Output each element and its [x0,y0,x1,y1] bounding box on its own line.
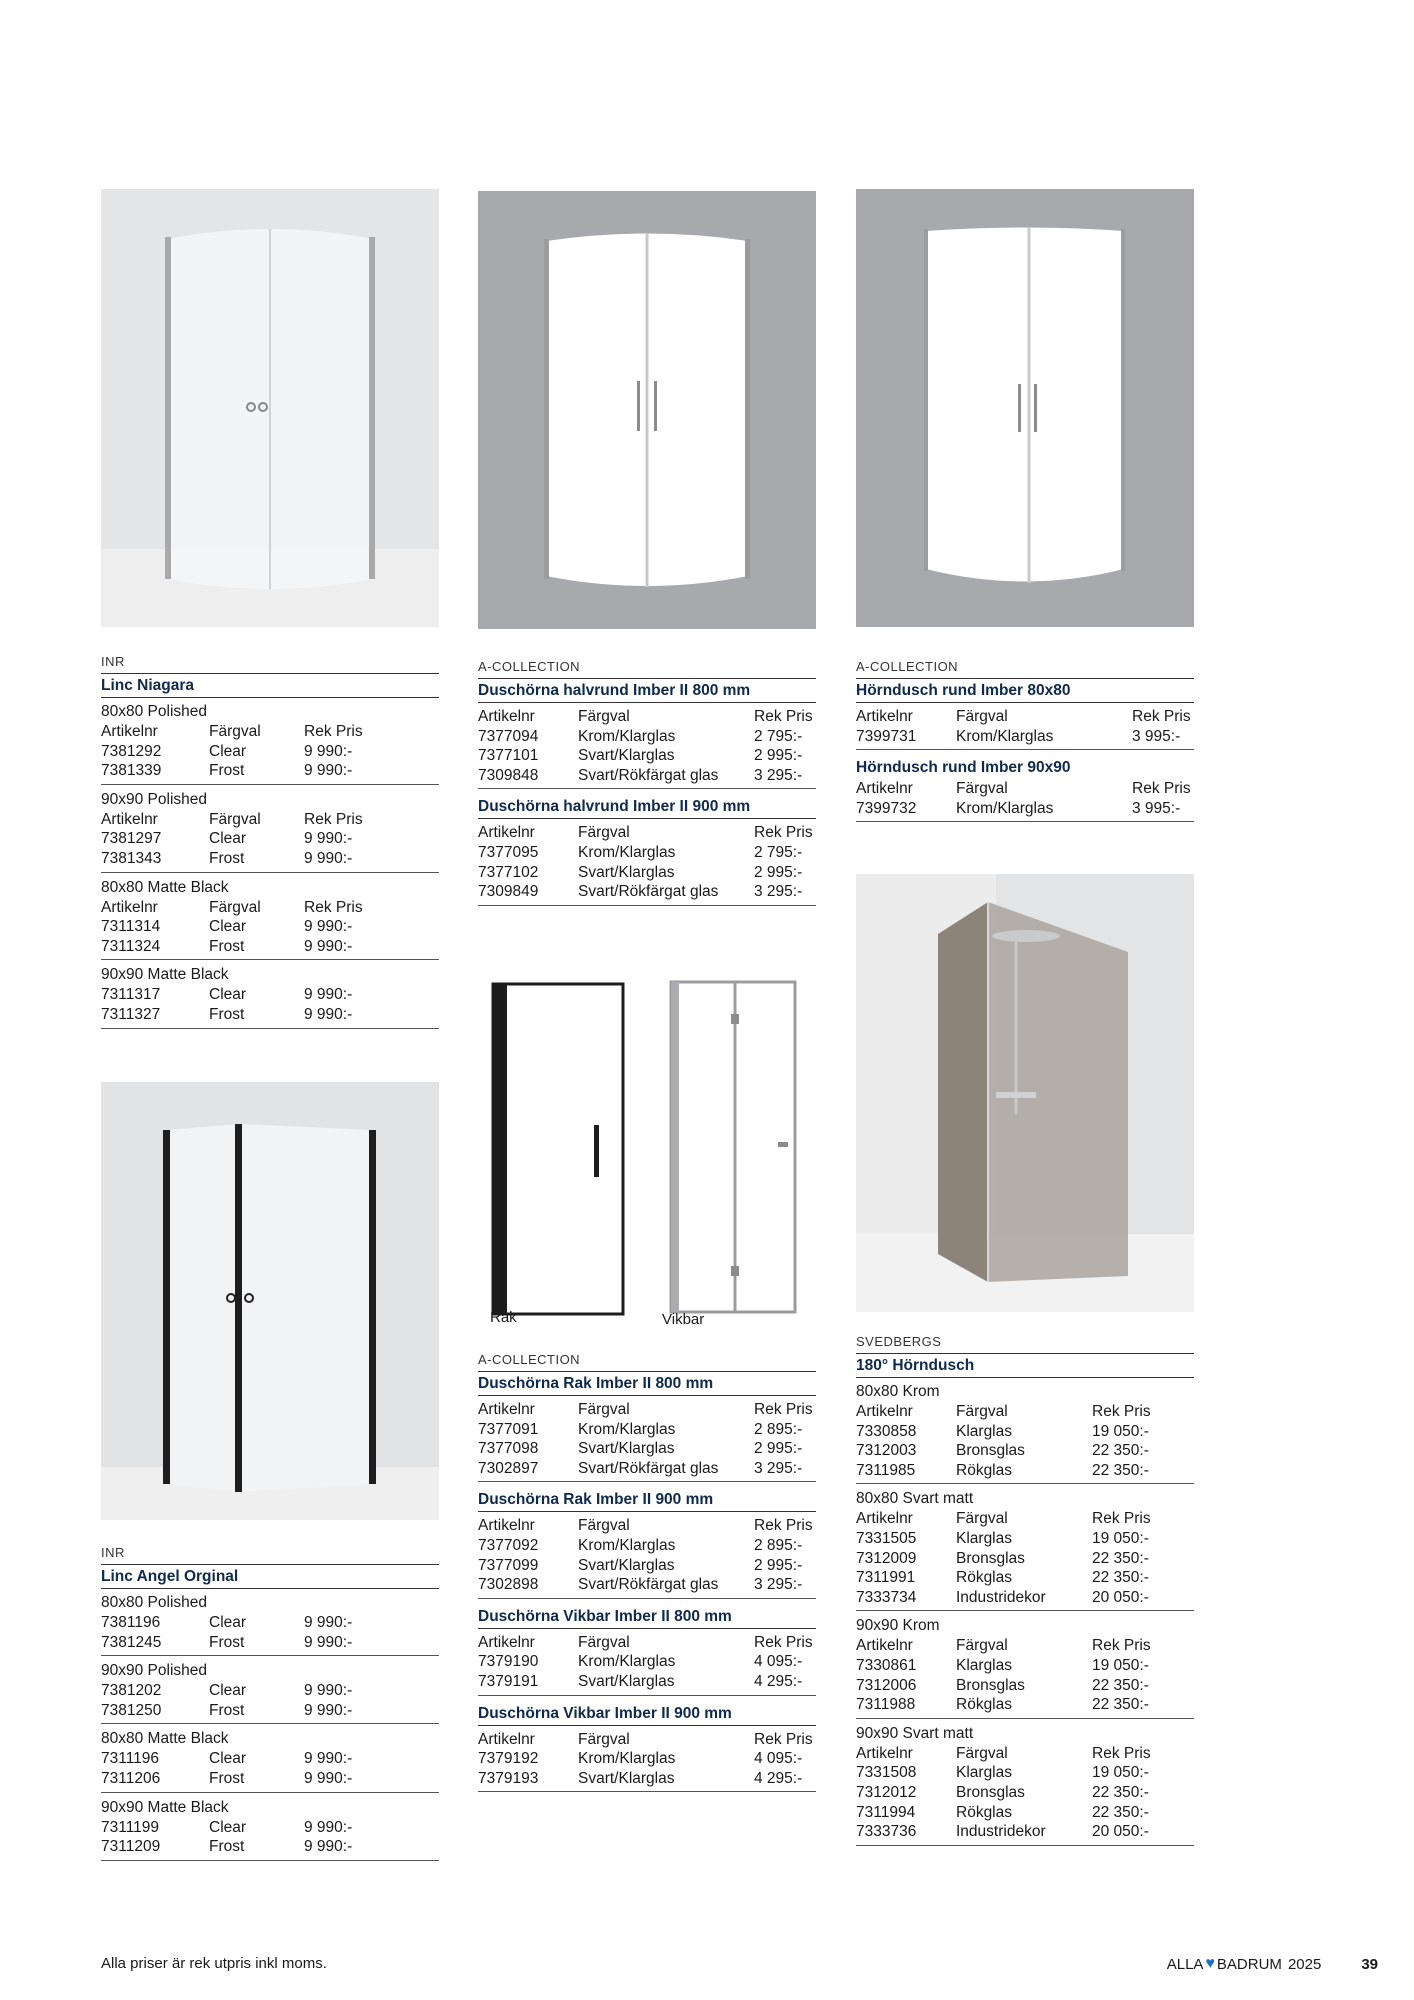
table-row: 7311985 Rökglas 22 350:- [856,1461,1149,1479]
product-title: Hörndusch rund Imber 90x90 [856,759,1071,777]
photo-horndusch-rund [856,189,1194,627]
variant-group [478,823,816,905]
table-header: Artikelnr Färgval Rek Pris [101,810,363,828]
table-row: 7381196 Clear 9 990:- [101,1614,353,1631]
variant-group [478,1400,816,1482]
caption-vikbar: Vikbar [662,1311,705,1328]
variant-group [856,707,1194,750]
table-header: Artikelnr Färgval Rek Pris [478,1730,813,1748]
variant-group [478,1730,816,1793]
variant-group [856,1489,1194,1611]
table-header: Artikelnr Färgval Rek Pris [478,1401,813,1418]
variant-group [856,779,1194,822]
footer-note: Alla priser är rek utpris inkl moms. [101,1955,327,1972]
photo-linc-angel [101,1082,439,1520]
variant-group [101,702,439,785]
variant-group [478,1633,816,1696]
product-title: Hörndusch rund Imber 80x80 [856,678,1194,703]
product-block-linc-niagara [101,654,439,1034]
table-row: 7381202 Clear 9 990:- [101,1682,353,1700]
product-title: 180° Hörndusch [856,1353,1194,1378]
brand-label: A-COLLECTION [856,659,959,674]
table-row: 7381343 Frost 9 990:- [101,849,353,867]
table-row: 7381292 Clear 9 990:- [101,742,353,760]
variant-group [856,1616,1194,1718]
variant-group [101,1729,439,1792]
table-header: Artikelnr Färgval Rek Pris [856,780,1191,798]
photo-180-horndusch [856,874,1194,1312]
table-row: 7399732 Krom/Klarglas 3 995:- [856,799,1181,817]
table-row: 7312006 Bronsglas 22 350:- [856,1676,1149,1694]
table-row: 7311314 Clear 9 990:- [101,918,353,936]
brand-label: SVEDBERGS [856,1334,942,1349]
table-row: 7302898 Svart/Rökfärgat glas 3 295:- [478,1576,803,1594]
variant-group [856,1382,1194,1484]
table-header: Artikelnr Färgval Rek Pris [478,1517,813,1535]
table-row: 7379193 Svart/Klarglas 4 295:- [478,1769,803,1787]
table-row: 7377094 Krom/Klarglas 2 795:- [478,727,803,745]
variant-label: 90x90 Krom [856,1617,940,1635]
table-row: 7311317 Clear 9 990:- [101,986,353,1004]
photo-imber-vikbar [667,978,799,1316]
table-row: 7311994 Rökglas 22 350:- [856,1803,1149,1821]
product-title: Duschörna Vikbar Imber II 900 mm [478,1701,816,1726]
variant-group [101,878,439,961]
variant-group [101,1593,439,1656]
table-row: 7312012 Bronsglas 22 350:- [856,1783,1149,1801]
table-row: 7309848 Svart/Rökfärgat glas 3 295:- [478,766,803,784]
variant-label: 90x90 Matte Black [101,966,229,984]
product-title: Duschörna halvrund Imber II 900 mm [478,794,816,819]
table-row: 7311206 Frost 9 990:- [101,1769,353,1787]
table-row: 7333736 Industridekor 20 050:- [856,1823,1149,1841]
product-title: Duschörna halvrund Imber II 800 mm [478,678,816,703]
table-row: 7381250 Frost 9 990:- [101,1701,353,1719]
table-header: Artikelnr Färgval Rek Pris [478,708,813,725]
table-header: Artikelnr Färgval Rek Pris [856,1510,1151,1528]
table-row: 7381339 Frost 9 990:- [101,762,353,780]
table-row: 7312009 Bronsglas 22 350:- [856,1549,1149,1567]
table-header: Artikelnr Färgval Rek Pris [856,1637,1151,1655]
product-title: Duschörna Rak Imber II 800 mm [478,1371,816,1396]
table-row: 7330858 Klarglas 19 050:- [856,1422,1149,1440]
table-header: Artikelnr Färgval Rek Pris [856,1744,1151,1762]
variant-group [856,1724,1194,1846]
variant-label: 90x90 Matte Black [101,1798,229,1816]
product-title: Linc Angel Orginal [101,1564,439,1589]
caption-rak: Rak [490,1309,517,1326]
variant-group [101,1798,439,1861]
table-row: 7311988 Rökglas 22 350:- [856,1696,1149,1714]
variant-label: 80x80 Polished [101,1594,207,1611]
brand-label: A-COLLECTION [478,1352,581,1367]
table-row: 7312003 Bronsglas 22 350:- [856,1442,1149,1460]
brand-label: INR [101,1545,125,1560]
variant-group [478,1516,816,1598]
photo-imber-halvrund [478,191,816,629]
product-title: Linc Niagara [101,673,439,698]
variant-label: 80x80 Matte Black [101,1730,229,1748]
page-number: 39 [1361,1955,1378,1973]
product-block-imber-halvrund [478,659,816,911]
table-row: 7379192 Krom/Klarglas 4 095:- [478,1750,803,1768]
brand-year: 2025 [1287,1955,1322,1973]
heart-icon: ♥ [1205,1955,1215,1972]
photo-imber-rak [488,980,630,1318]
table-row: 7311324 Frost 9 990:- [101,937,353,955]
table-row: 7377098 Svart/Klarglas 2 995:- [478,1440,803,1458]
brand-alla: ALLA [1166,1955,1204,1973]
variant-label: 80x80 Polished [101,703,207,720]
variant-group [101,965,439,1028]
table-row: 7331505 Klarglas 19 050:- [856,1529,1149,1547]
table-row: 7331508 Klarglas 19 050:- [856,1764,1149,1782]
table-row: 7311991 Rökglas 22 350:- [856,1569,1149,1587]
table-row: 7309849 Svart/Rökfärgat glas 3 295:- [478,883,803,901]
table-row: 7330861 Klarglas 19 050:- [856,1656,1149,1674]
brand-badrum: BADRUM [1216,1955,1282,1973]
table-row: 7311199 Clear 9 990:- [101,1818,353,1836]
table-row: 7377102 Svart/Klarglas 2 995:- [478,863,803,881]
product-title: Duschörna Vikbar Imber II 800 mm [478,1604,816,1629]
table-row: 7333734 Industridekor 20 050:- [856,1588,1149,1606]
table-row: 7311327 Frost 9 990:- [101,1005,353,1023]
table-row: 7377101 Svart/Klarglas 2 995:- [478,747,803,765]
table-row: 7379190 Krom/Klarglas 4 095:- [478,1653,803,1671]
table-row: 7311196 Clear 9 990:- [101,1750,353,1768]
brand-label: INR [101,654,125,669]
variant-label: 90x90 Svart matt [856,1724,974,1742]
table-row: 7399731 Krom/Klarglas 3 995:- [856,727,1181,745]
table-header: Artikelnr Färgval Rek Pris [478,824,813,842]
product-block-180-horndusch [856,1334,1194,1851]
table-header: Artikelnr Färgval Rek Pris [101,723,363,740]
product-block-imber-rak-vikbar [478,1352,816,1797]
variant-label: 80x80 Matte Black [101,878,229,896]
footer-brand [1167,1955,1378,1973]
table-row: 7377091 Krom/Klarglas 2 895:- [478,1420,803,1438]
variant-label: 90x90 Polished [101,790,207,808]
table-row: 7379191 Svart/Klarglas 4 295:- [478,1672,803,1690]
table-row: 7381297 Clear 9 990:- [101,830,353,848]
photo-linc-niagara [101,189,439,627]
product-block-linc-angel [101,1545,439,1866]
table-row: 7381245 Frost 9 990:- [101,1633,353,1651]
variant-group [478,707,816,789]
variant-group [101,1661,439,1724]
table-header: Artikelnr Färgval Rek Pris [101,898,363,916]
variant-label: 90x90 Polished [101,1662,207,1680]
table-header: Artikelnr Färgval Rek Pris [856,1403,1151,1420]
brand-label: A-COLLECTION [478,659,581,674]
product-block-horndusch-rund [856,659,1194,827]
table-header: Artikelnr Färgval Rek Pris [478,1633,813,1651]
variant-label: 80x80 Krom [856,1383,940,1400]
table-row: 7377092 Krom/Klarglas 2 895:- [478,1536,803,1554]
product-title: Duschörna Rak Imber II 900 mm [478,1487,816,1512]
table-header: Artikelnr Färgval Rek Pris [856,708,1191,725]
table-row: 7311209 Frost 9 990:- [101,1838,353,1856]
variant-label: 80x80 Svart matt [856,1490,974,1508]
variant-group [101,790,439,873]
table-row: 7302897 Svart/Rökfärgat glas 3 295:- [478,1459,803,1477]
table-row: 7377099 Svart/Klarglas 2 995:- [478,1556,803,1574]
table-row: 7377095 Krom/Klarglas 2 795:- [478,843,803,861]
